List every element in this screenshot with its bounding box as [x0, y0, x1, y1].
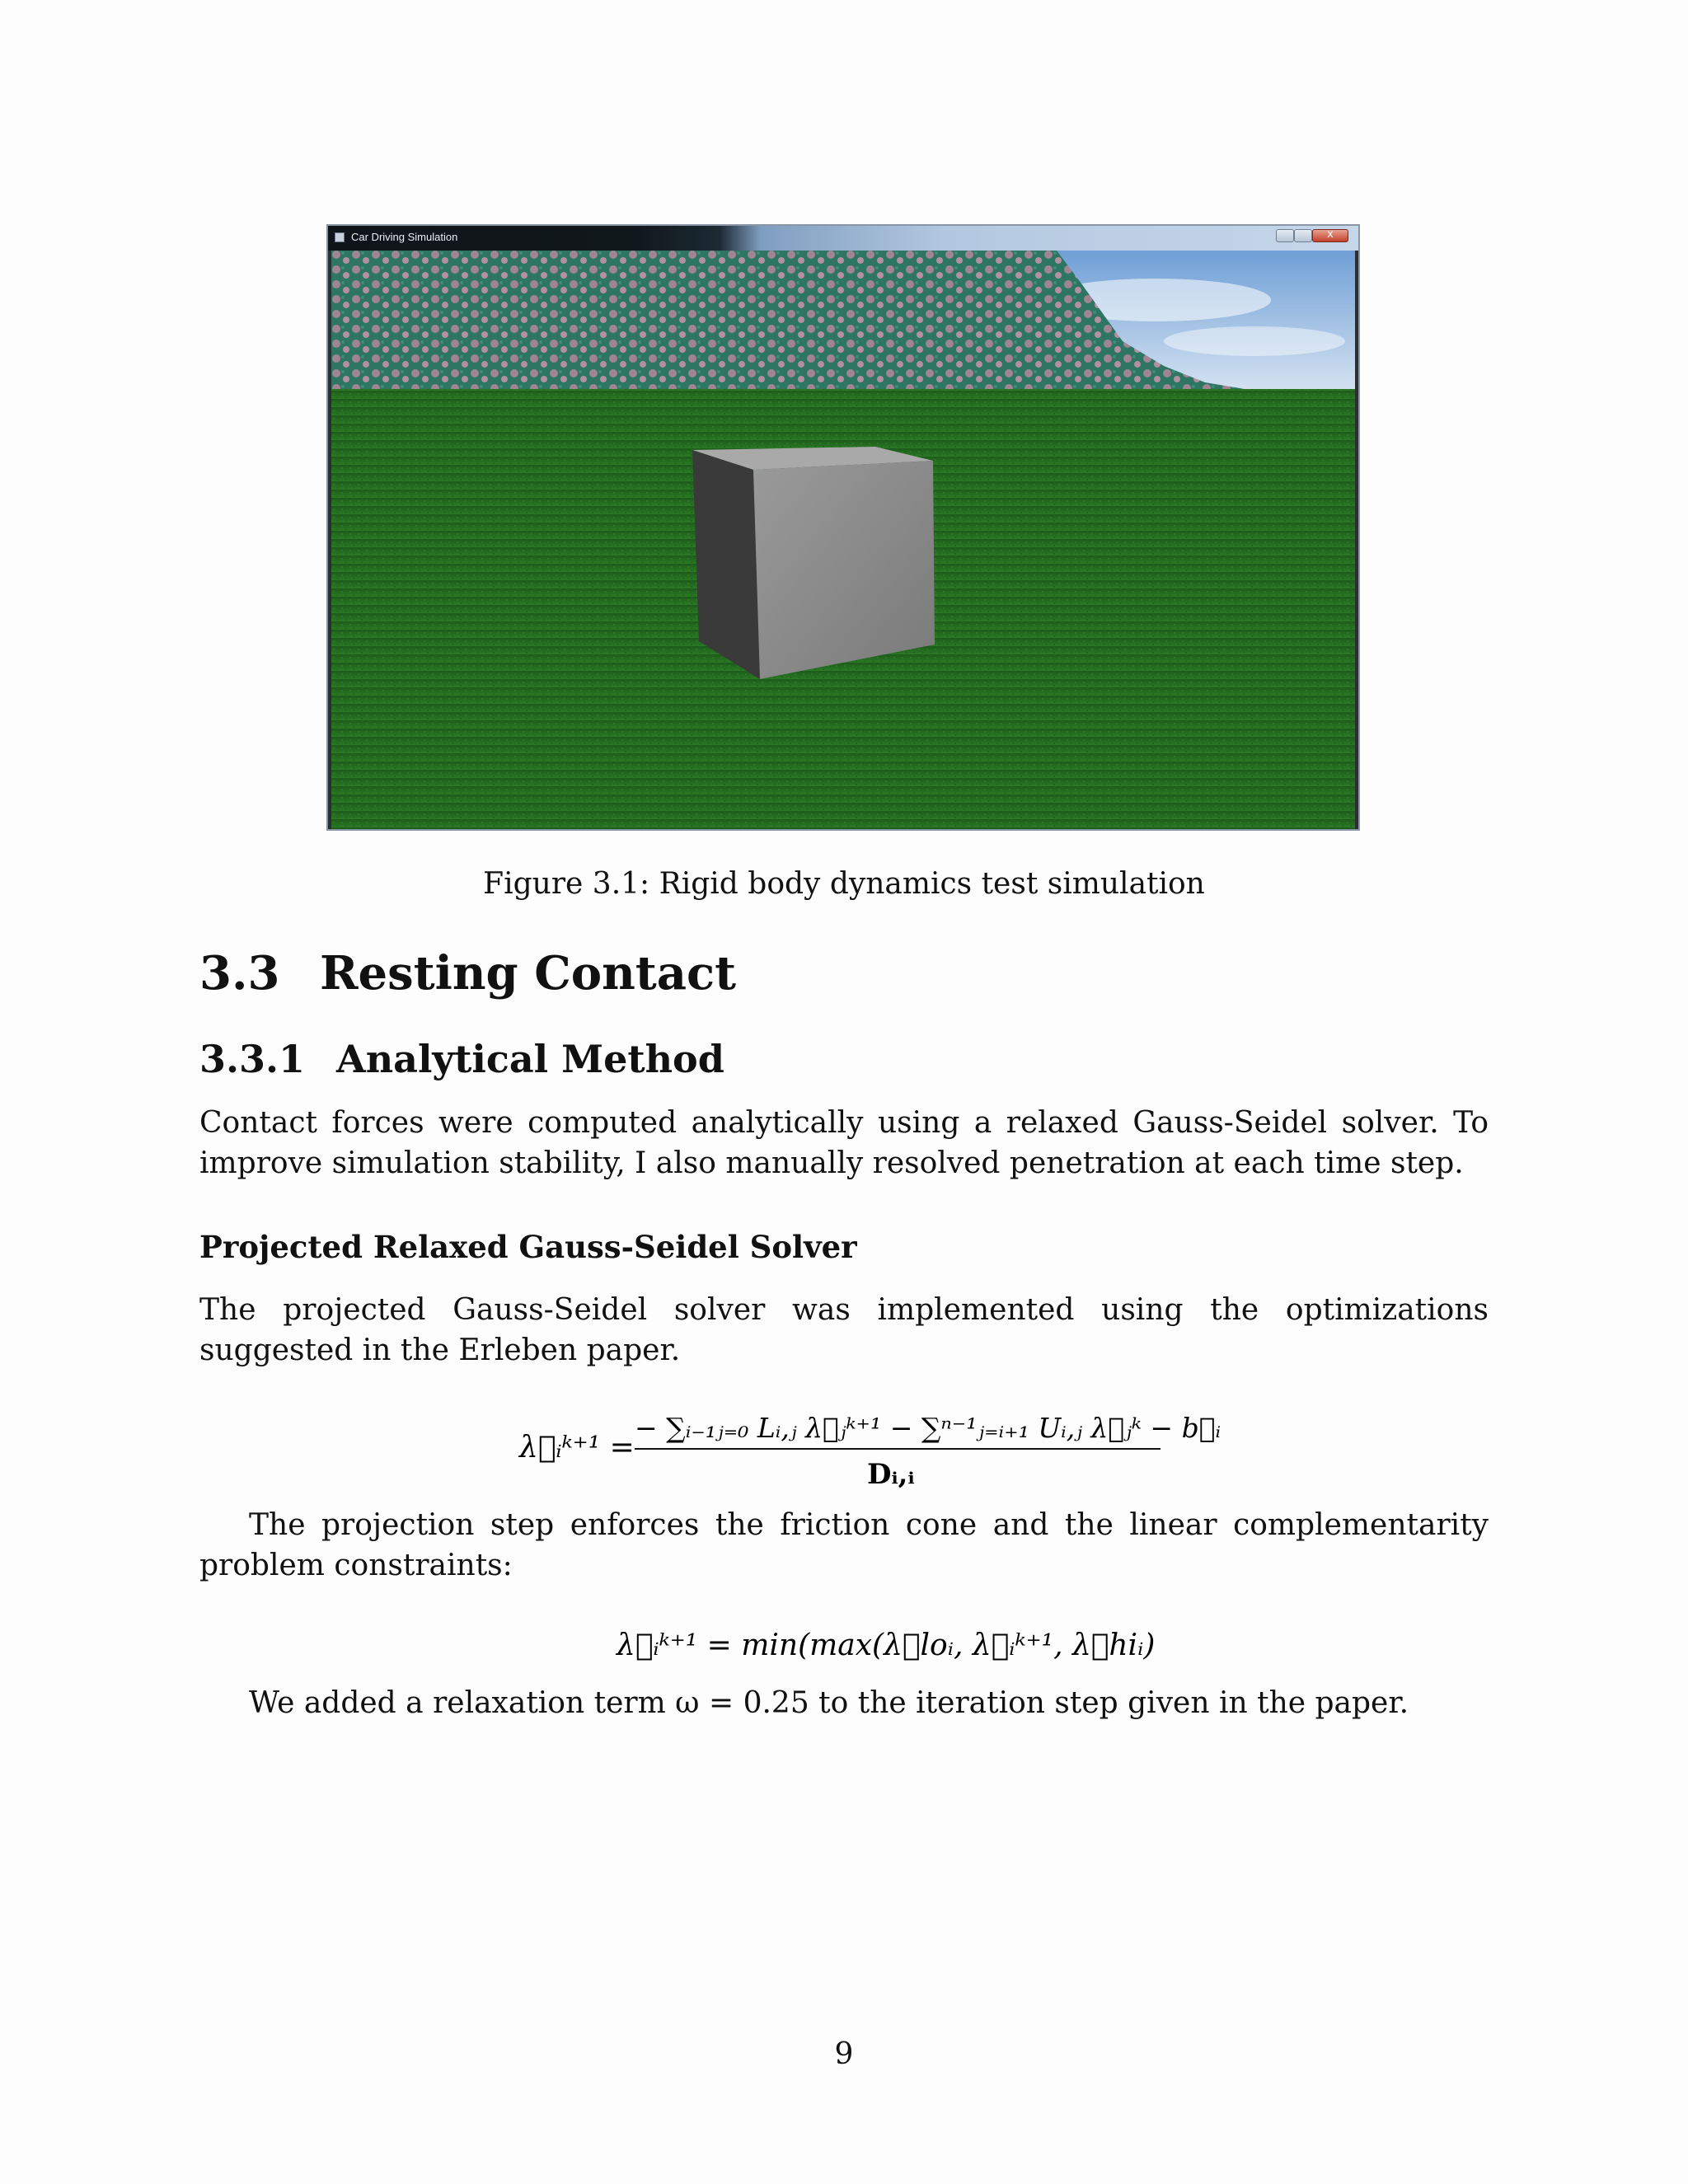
equation-projection-text: λ⃗ᵢᵏ⁺¹ = min(max(λ⃗loᵢ, λ⃗ᵢᵏ⁺¹, λ⃗hiᵢ) [617, 1629, 1156, 1662]
app-icon [335, 232, 345, 242]
equation-denominator: Dᵢ,ᵢ [867, 1458, 915, 1491]
paragraph-projection-step: The projection step enforces the friction cone and the linear complementarity problem constraints: [199, 1508, 1489, 1582]
section-title: Resting Contact [320, 946, 736, 1001]
simulation-viewport [331, 251, 1355, 829]
maximize-button[interactable] [1294, 229, 1312, 242]
page-number: 9 [834, 2037, 854, 2071]
subsection-title: Analytical Method [336, 1037, 724, 1081]
paragraph-heading: Projected Relaxed Gauss-Seidel Solver [199, 1229, 857, 1265]
simulation-scene [331, 251, 1355, 829]
paragraph-relaxation-term: We added a relaxation term ω = 0.25 to the iteration step given in the paper. [249, 1686, 1409, 1720]
close-icon: x [1327, 228, 1334, 241]
equation-lhs: λ⃗ᵢᵏ⁺¹ = [519, 1431, 635, 1465]
paragraph-contact-forces: Contact forces were computed analytically using a relaxed Gauss-Seidel solver. To improve simulation stability, I also manually resolved penetration at each time step. [199, 1106, 1489, 1180]
subsection-heading [199, 1037, 724, 1081]
equation-projection [610, 1615, 1156, 1673]
paragraph-solver-implementation: The projected Gauss-Seidel solver was implemented using the optimizations suggested in the Erleben paper. [199, 1293, 1489, 1367]
equation-gauss-seidel-update [511, 1399, 1221, 1498]
equation-numerator: − ∑ᵢ₋₁ⱼ₌₀ Lᵢ,ⱼ λ⃗ⱼᵏ⁺¹ − ∑ⁿ⁻¹ⱼ₌ᵢ₊₁ Uᵢ,ⱼ λ⃗ⱼᵏ − b⃗ᵢ [635, 1412, 1221, 1444]
window-title: Car Driving Simulation [351, 231, 458, 243]
minimize-button[interactable] [1276, 229, 1294, 242]
section-heading [199, 946, 736, 1001]
figure-caption: Figure 3.1: Rigid body dynamics test simulation [483, 867, 1205, 901]
cloud [1164, 326, 1345, 356]
cube-front-face [753, 461, 935, 679]
figure-simulation-screenshot [326, 224, 1360, 831]
section-number: 3.3 [199, 946, 280, 1001]
subsection-number: 3.3.1 [199, 1037, 306, 1081]
close-button[interactable] [1312, 229, 1348, 242]
window-titlebar [328, 226, 1358, 251]
